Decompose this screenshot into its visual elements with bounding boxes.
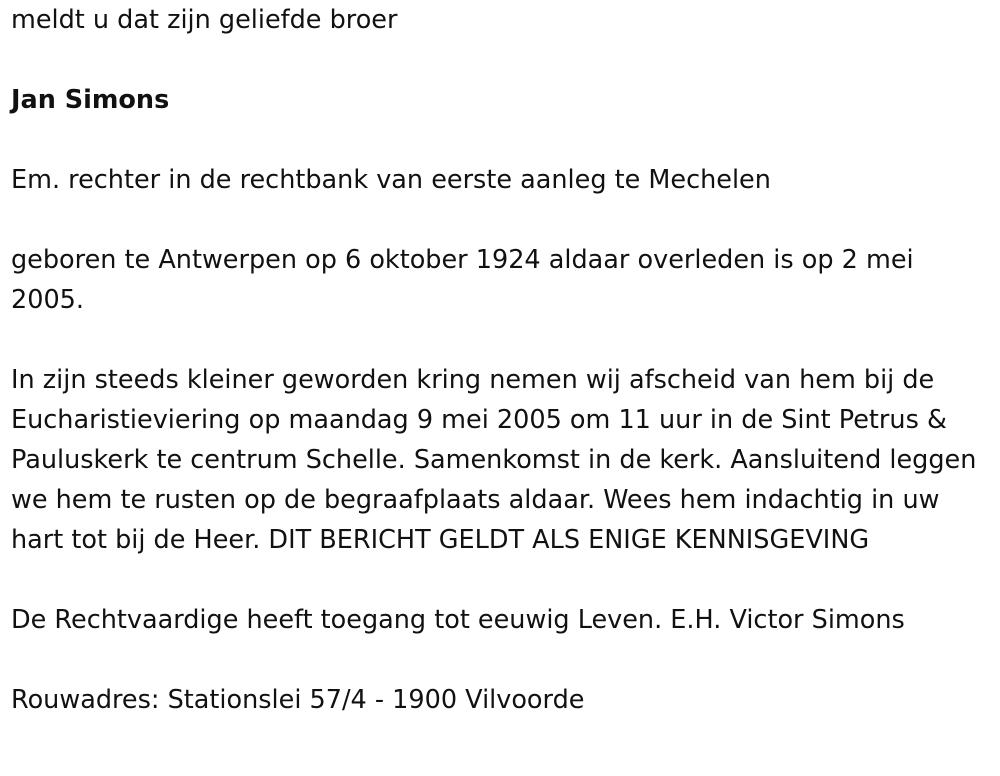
- deceased-name: Jan Simons: [11, 85, 170, 115]
- birth-death-info: geboren te Antwerpen op 6 oktober 1924 aldaar overleden is op 2 mei 2005.: [11, 245, 914, 315]
- mourning-address: Rouwadres: Stationslei 57/4 - 1900 Vilvoorde: [11, 685, 585, 715]
- closing-quote: De Rechtvaardige heeft toegang tot eeuwig Leven. E.H. Victor Simons: [11, 605, 905, 635]
- deceased-function: Em. rechter in de rechtbank van eerste aanleg te Mechelen: [11, 165, 771, 195]
- intro-line: meldt u dat zijn geliefde broer: [11, 5, 398, 35]
- ceremony-info: In zijn steeds kleiner geworden kring nemen wij afscheid van hem bij de Eucharistieviering op maandag 9 mei 2005 om 11 uur in de Sint Petrus & Pauluskerk te centrum Schelle. Samenkomst in de kerk. Aansluitend leggen we hem te rusten op de begraafplaats aldaar. Wees hem indachtig in uw hart tot bij de Heer. DIT BERICHT GELDT ALS ENIGE KENNISGEVING: [11, 365, 977, 555]
- obituary-notice: [11, 0, 991, 720]
